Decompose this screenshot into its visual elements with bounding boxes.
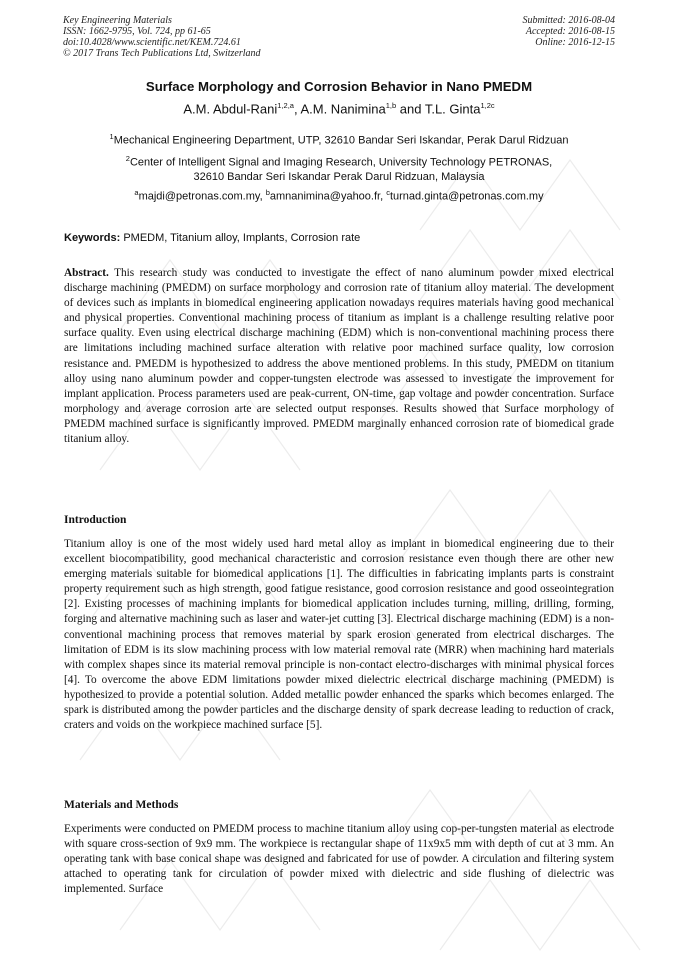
author-name: T.L. Ginta xyxy=(424,101,481,117)
affiliation-2 xyxy=(0,152,678,184)
journal-name: Key Engineering Materials xyxy=(63,15,172,26)
email-mark: a xyxy=(134,188,139,197)
author-name: A.M. Abdul-Rani xyxy=(183,101,278,117)
email-mark: c xyxy=(386,188,390,197)
author-separator: , xyxy=(293,101,301,117)
email-link[interactable]: amnanimina@yahoo.fr xyxy=(269,190,381,203)
journal-copyright: © 2017 Trans Tech Publications Ltd, Switzerland xyxy=(63,48,261,59)
online-date: Online: 2016-12-15 xyxy=(535,37,615,48)
abstract xyxy=(64,266,614,447)
affiliation-text: Mechanical Engineering Department, UTP, 32610 Bandar Seri Iskandar, Perak Darul Ridzuan xyxy=(113,134,569,147)
author-affiliation-mark: 1,2c xyxy=(480,101,495,110)
email-mark: b xyxy=(265,188,270,197)
affiliation-1 xyxy=(0,130,678,148)
email-separator: , xyxy=(380,190,387,203)
abstract-label: Abstract. xyxy=(64,267,109,279)
journal-header-left xyxy=(63,15,261,59)
affiliation-text: Center of Intelligent Signal and Imaging Research, University Technology PETRONAS, xyxy=(129,156,553,169)
paper-title: Surface Morphology and Corrosion Behavior in Nano PMEDM xyxy=(145,79,533,94)
accepted-date: Accepted: 2016-08-15 xyxy=(525,26,615,37)
keywords-label: Keywords: xyxy=(64,232,121,244)
email-link[interactable]: turnad.ginta@petronas.com.my xyxy=(389,190,544,203)
section-heading-materials-methods: Materials and Methods xyxy=(64,799,179,811)
introduction-paragraph: Titanium alloy is one of the most widely used hard metal alloy as implant in biomedical engineering due to their excellent biocompatibility, good mechanical characteristic and corrosion resistance even though there are other new emerging materials suitable for biomedical applications [1]. The difficulties in fabricating implants parts is constraint property requirement such as high strength, good fatigue resistance, good corrosion resistance and good osseointegration [2]. Existing processes of machining implants for biomedical application includes turning, milling, drilling, forming, forging and alternative machining such as laser and water-jet cutting [3]. Electrical discharge machining (EDM) is a non-conventional machining process that removes material by spark erosion generated from electrical discharges. The limitation of EDM is its slow machining process with low material removal rate (MRR) when machining hard materials with complex shapes since its material removal principle is non-contact electro-discharges with minimal physical forces [4]. To overcome the above EDM limitations powder mixed dielectric electrical discharge machining (PMEDM) is hypothesized to provide a potential solution. Added metallic powder enhanced the sparks which becomes enlarged. The spark is distributed among the powder particles and the discharge density of spark decrease leading to reduction of crack, craters and voids on the workpiece machined surface [5]. xyxy=(64,538,614,732)
keywords xyxy=(64,232,614,244)
keywords-text: PMEDM, Titanium alloy, Implants, Corrosion rate xyxy=(123,232,361,244)
affiliation-mark: 2 xyxy=(125,154,130,163)
author-affiliation-mark: 1,2,a xyxy=(277,101,294,110)
author-emails xyxy=(0,188,678,203)
email-link[interactable]: majdi@petronas.com.my xyxy=(138,190,260,203)
author-separator: and xyxy=(396,101,425,117)
submitted-date: Submitted: 2016-08-04 xyxy=(522,15,615,26)
abstract-text: This research study was conducted to investigate the effect of nano aluminum powder mixed electrical discharge machining (PMEDM) on surface morphology and corrosion rate of titanium alloy material. The development of devices such as implants in biomedical engineering application nowadays requires materials having good mechanical and physical properties. Conventional machining process of titanium as implant is a challenge resulting relative poor surface quality. Even using electrical discharge machining (EDM) which is non-conventional machining process there are limitations including machined surface alteration with relative poor machined surface quality, low corrosion resistance and. PMEDM is hypothesized to address the above mentioned problems. In this study, PMEDM on titanium alloy using nano aluminum powder and copper-tungsten electrode was assessed to investigate the improvement for implant application. Process parameters used are peak-current, ON-time, gap voltage and powder concentration. Surface morphology and average corrosion arte are selected output responses. Results showed that Surface morphology of PMEDM machined surface is significantly improved. PMEDM marginally enhanced corrosion rate of biomedical grade titanium alloy. xyxy=(64,267,614,446)
affiliation-text: 32610 Bandar Seri Iskandar Perak Darul Ridzuan, Malaysia xyxy=(193,170,485,183)
author-name: A.M. Nanimina xyxy=(300,101,386,117)
author-affiliation-mark: 1,b xyxy=(385,101,397,110)
journal-issn: ISSN: 1662-9795, Vol. 724, pp 61-65 xyxy=(63,26,211,37)
affiliation-mark: 1 xyxy=(109,132,114,141)
journal-doi: doi:10.4028/www.scientific.net/KEM.724.61 xyxy=(63,37,241,48)
author-list xyxy=(0,101,678,116)
journal-header-right xyxy=(523,15,616,48)
section-heading-introduction: Introduction xyxy=(64,514,127,526)
email-separator: , xyxy=(259,190,266,203)
materials-methods-paragraph: Experiments were conducted on PMEDM process to machine titanium alloy using cop-per-tungsten material as electrode with square cross-section of 9x9 mm. The workpiece is rectangular shape of 11x9x5 mm with depth of cut at 3 mm. An operating tank with base conical shape was designed and fabricated for use of powder. A circulation and filtering system attached to operating tank for circulation of powder mixed with dielectric and side flushing of dielectric was implemented. Surface xyxy=(64,823,614,896)
